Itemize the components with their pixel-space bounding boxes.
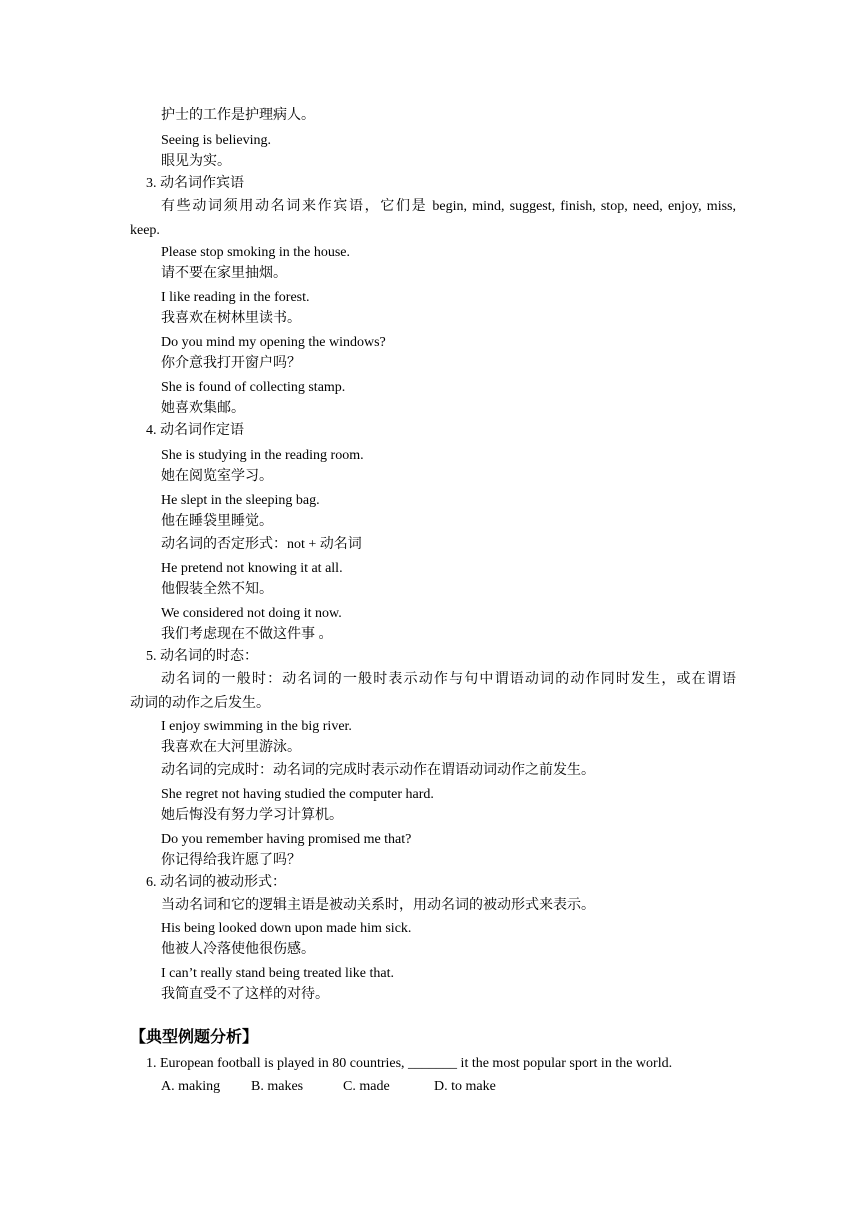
text-line: 当动名词和它的逻辑主语是被动关系时，用动名词的被动形式来表示。 — [161, 898, 595, 913]
option-c: C. made — [343, 1079, 390, 1094]
text-line: 他假装全然不知。 — [161, 582, 273, 597]
section-title: 6. 动名词的被动形式： — [146, 875, 286, 890]
text-line: She is found of collecting stamp. — [161, 380, 346, 395]
text-line: 她在阅览室学习。 — [161, 469, 273, 484]
text-line: 有些动词须用动名词来作宾语，它们是 begin, mind, suggest, finish, stop, need, enjoy, miss, — [161, 199, 736, 214]
text-line: He pretend not knowing it at all. — [161, 561, 343, 576]
text-line: He slept in the sleeping bag. — [161, 493, 320, 508]
text-line: She is studying in the reading room. — [161, 448, 364, 463]
text-line: 我简直受不了这样的对待。 — [161, 987, 329, 1002]
question-text: 1. European football is played in 80 countries, _______ it the most popular sport in the world. — [146, 1056, 673, 1071]
text-line: 她喜欢集邮。 — [161, 401, 245, 416]
option-b: B. makes — [251, 1079, 304, 1094]
section-title: 5. 动名词的时态： — [146, 649, 258, 664]
text-line: 你记得给我许愿了吗？ — [161, 853, 301, 868]
section-title: 4. 动名词作定语 — [146, 423, 244, 438]
text-line: I enjoy swimming in the big river. — [161, 719, 352, 734]
option-d: D. to make — [434, 1079, 496, 1094]
text-line: 护士的工作是护理病人。 — [161, 108, 315, 123]
text-line: I can’t really stand being treated like that. — [161, 966, 394, 981]
section-title: 3. 动名词作宾语 — [146, 176, 244, 191]
text-line: His being looked down upon made him sick. — [161, 921, 412, 936]
section-heading: 【典型例题分析】 — [130, 1029, 259, 1046]
text-line: 你介意我打开窗户吗？ — [161, 356, 301, 371]
text-line: keep. — [130, 223, 160, 238]
text-line: 他在睡袋里睡觉。 — [161, 514, 273, 529]
text-line: We considered not doing it now. — [161, 606, 342, 621]
text-line: 动名词的完成时：动名词的完成时表示动作在谓语动词动作之前发生。 — [161, 763, 595, 778]
text-line: 请不要在家里抽烟。 — [161, 266, 287, 281]
option-a: A. making — [161, 1079, 221, 1094]
text-line: 我们考虑现在不做这件事 。 — [161, 627, 333, 642]
text-line: She regret not having studied the computer hard. — [161, 787, 434, 802]
text-line: 他被人冷落使他很伤感。 — [161, 942, 315, 957]
text-line: 动词的动作之后发生。 — [130, 696, 270, 711]
text-line: Seeing is believing. — [161, 133, 272, 148]
text-line: 我喜欢在大河里游泳。 — [161, 740, 301, 755]
text-line: 我喜欢在树林里读书。 — [161, 311, 301, 326]
text-line: Do you remember having promised me that? — [161, 832, 412, 847]
text-line: 动名词的一般时：动名词的一般时表示动作与句中谓语动词的动作同时发生，或在谓语 — [161, 672, 736, 687]
text-line: Do you mind my opening the windows? — [161, 335, 386, 350]
text-line: I like reading in the forest. — [161, 290, 310, 305]
text-line: 动名词的否定形式：not + 动名词 — [161, 537, 362, 552]
text-line: 她后悔没有努力学习计算机。 — [161, 808, 343, 823]
text-line: 眼见为实。 — [161, 154, 231, 169]
text-line: Please stop smoking in the house. — [161, 245, 350, 260]
